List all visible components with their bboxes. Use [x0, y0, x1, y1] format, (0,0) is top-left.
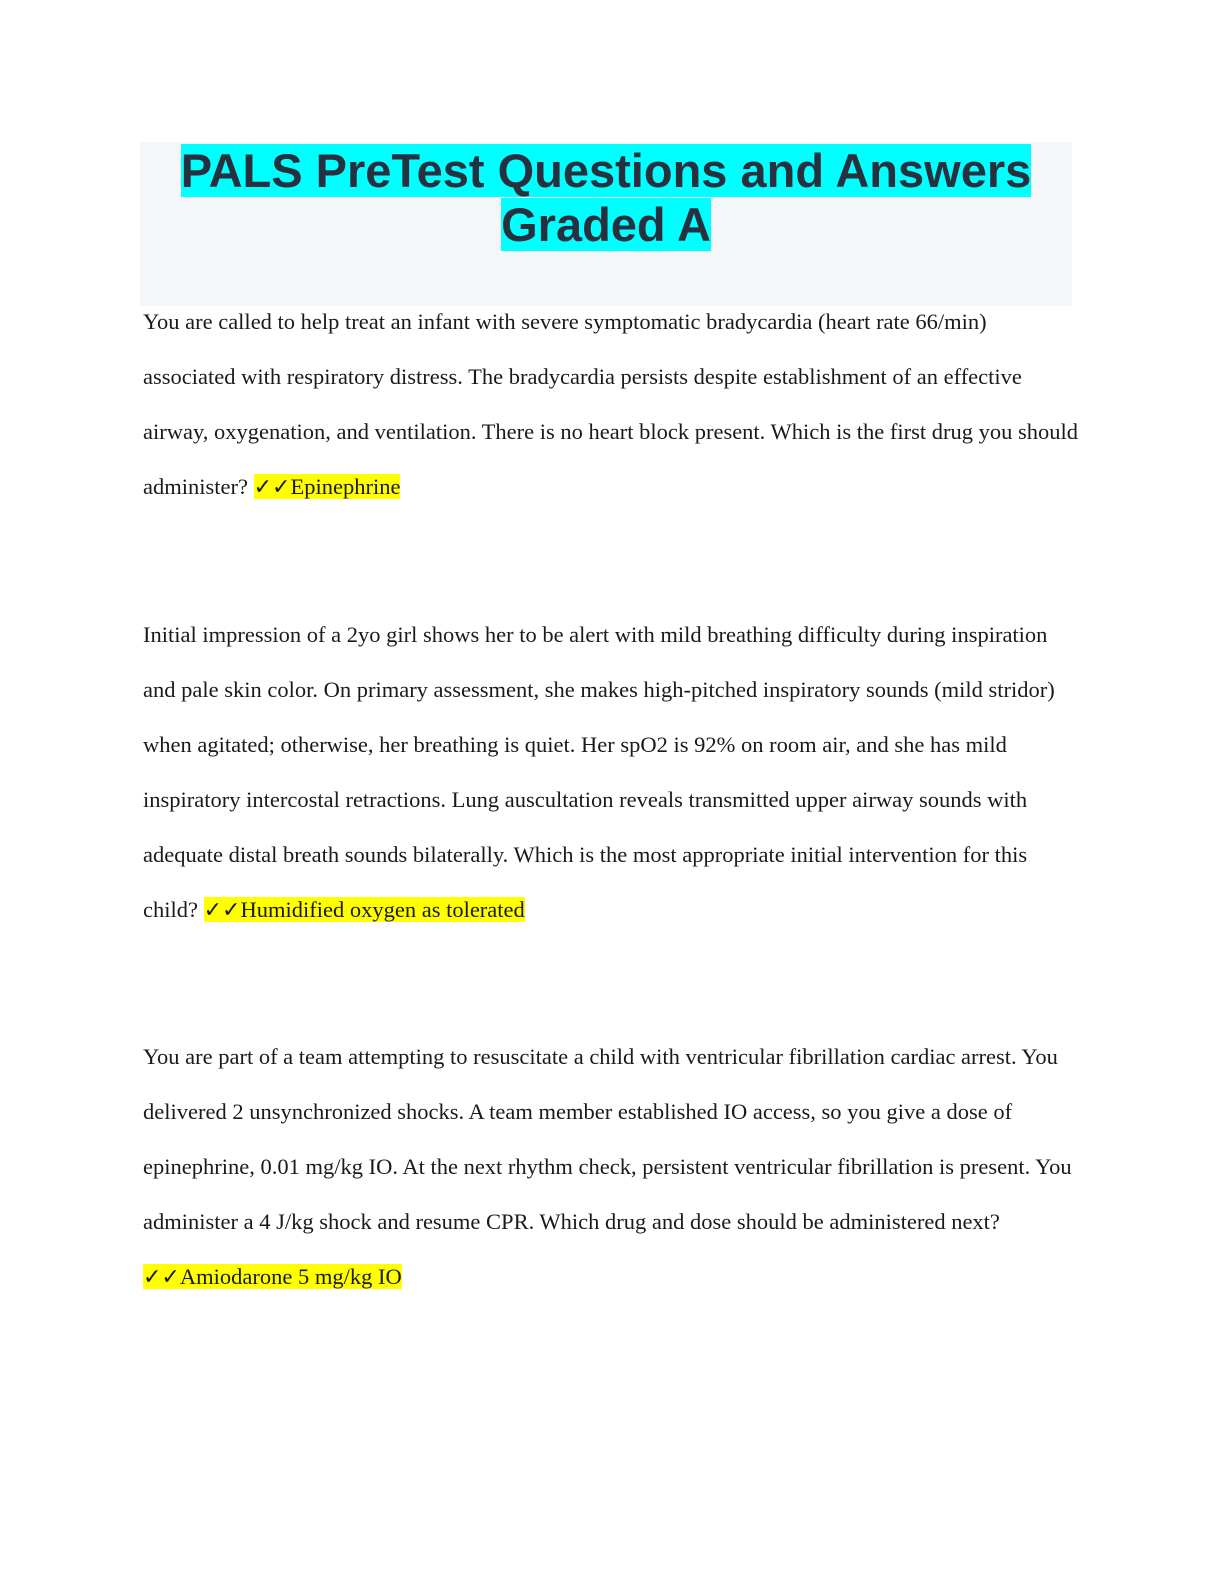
answer-text: Humidified oxygen as tolerated	[240, 897, 525, 922]
page-title	[140, 142, 1072, 252]
answer-text: Amiodarone 5 mg/kg IO	[179, 1264, 402, 1289]
question-text: You are called to help treat an infant with severe symptomatic bradycardia (heart rate 66/min) associated with respiratory distress. The bradycardia persists despite establishment of an effective airway, oxygenation, and ventilation. There is no heart block present. Which is the first drug you should administer?	[143, 309, 1078, 499]
question-text: Initial impression of a 2yo girl shows her to be alert with mild breathing difficulty during inspiration and pale skin color. On primary assessment, she makes high-pitched inspiratory sounds (mild stridor) when agitated; otherwise, her breathing is quiet. Her spO2 is 92% on room air, and she has mild inspiratory intercostal retractions. Lung auscultation reveals transmitted upper airway sounds with adequate distal breath sounds bilaterally. Which is the most appropriate initial intervention for this child?	[143, 622, 1055, 922]
title-line-1: PALS PreTest Questions and Answers	[180, 144, 1032, 197]
double-check-icon: ✓✓	[253, 475, 291, 500]
title-box	[140, 142, 1072, 306]
question-text: You are part of a team attempting to resuscitate a child with ventricular fibrillation cardiac arrest. You delivered 2 unsynchronized shocks. A team member established IO access, so you give a dose of epinephrine, 0.01 mg/kg IO. At the next rhythm check, persistent ventricular fibrillation is present. You administer a 4 J/kg shock and resume CPR. Which drug and dose should be administered next?	[143, 1044, 1072, 1234]
double-check-icon: ✓✓	[143, 1265, 180, 1290]
title-line-2: Graded A	[501, 198, 711, 251]
answer-highlight	[254, 474, 401, 499]
answer-highlight	[143, 1264, 402, 1289]
double-check-icon: ✓✓	[203, 898, 241, 923]
question-1	[143, 294, 1083, 515]
answer-text: Epinephrine	[290, 474, 401, 499]
answer-highlight	[204, 897, 525, 922]
question-3	[143, 1029, 1083, 1305]
question-2	[143, 607, 1083, 938]
